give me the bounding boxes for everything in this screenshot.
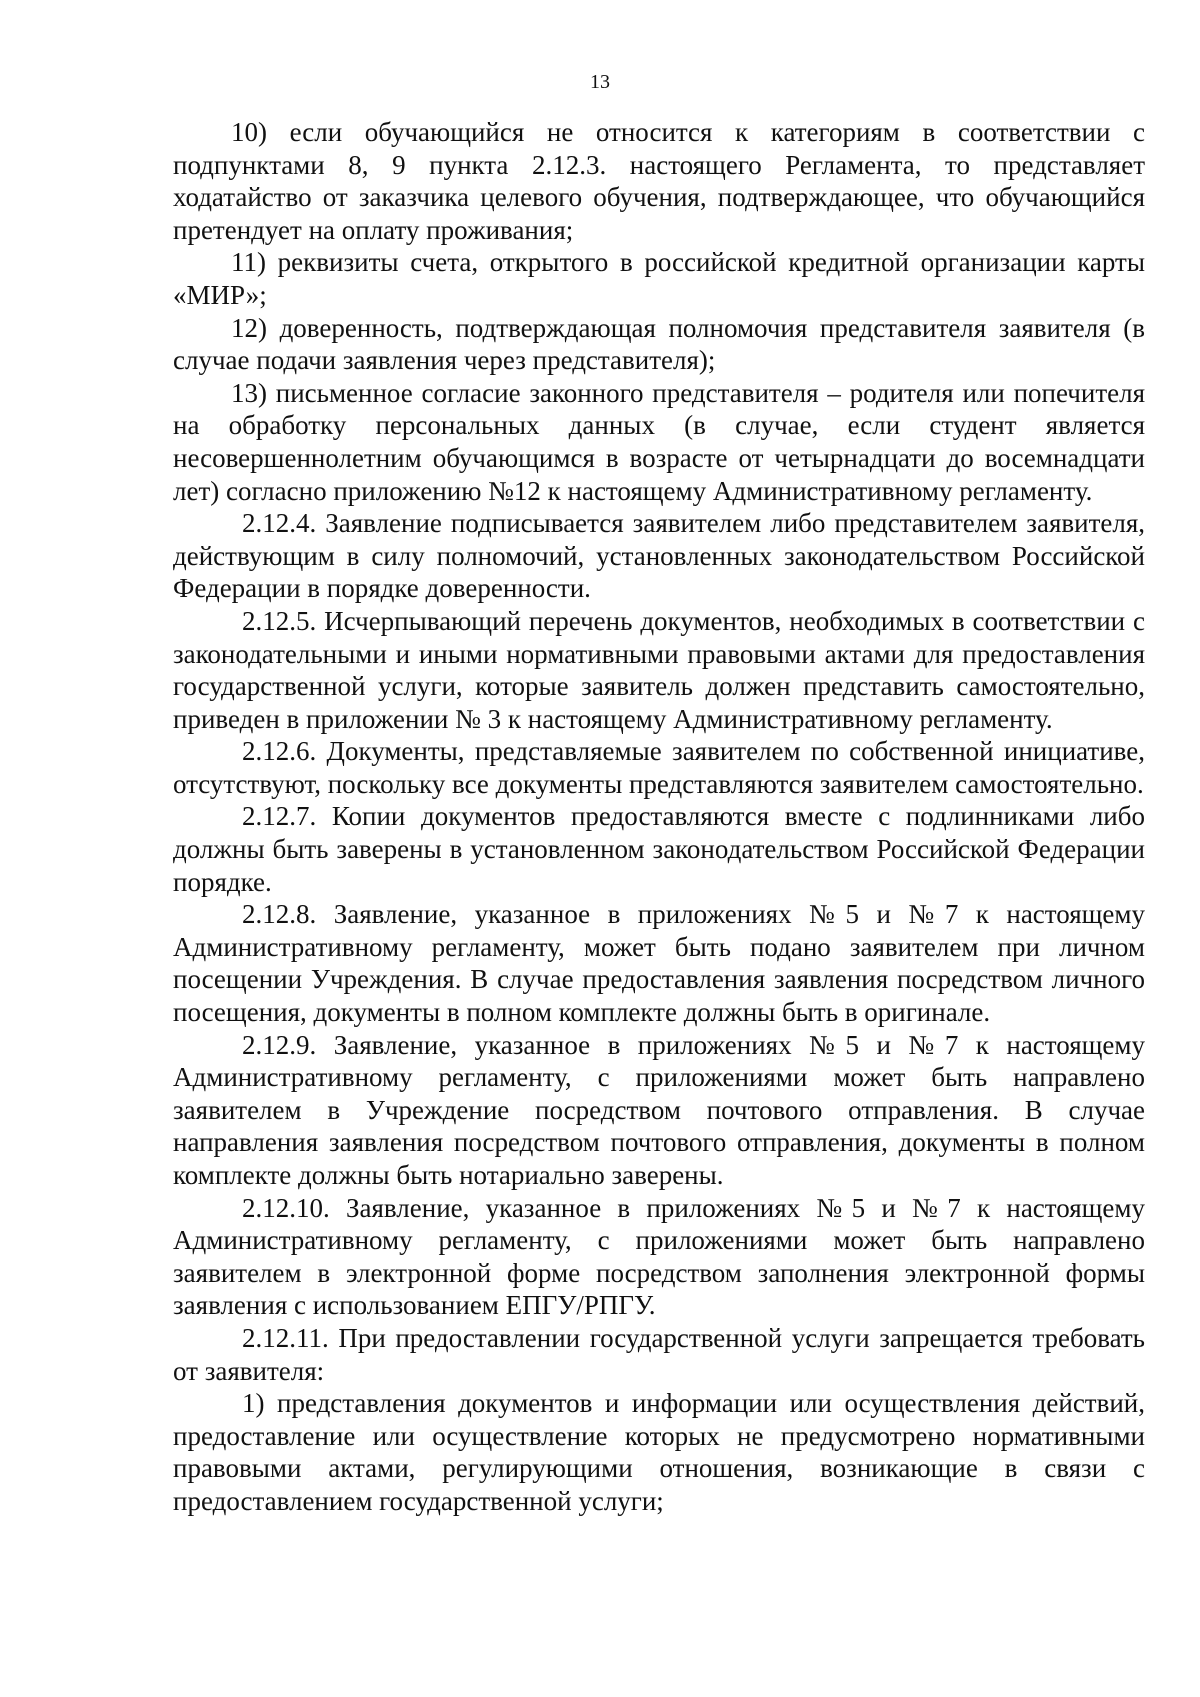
document-body (173, 116, 1145, 1518)
list-item-11: 11) реквизиты счета, открытого в российской кредитной организации карты «МИР»; (173, 247, 1145, 310)
clause-2-12-11: 2.12.11. При предоставлении государственной услуги запрещается требовать от заявителя: (173, 1322, 1145, 1386)
clause-2-12-6: 2.12.6. Документы, представляемые заявителем по собственной инициативе, отсутствуют, поскольку все документы представляются заявителем самостоятельно. (173, 736, 1145, 799)
clause-2-12-10: 2.12.10. Заявление, указанное в приложениях №5 и №7 к настоящему Административному регламенту, с приложениями может быть направлено заявителем в электронной форме посредством заполнения электронной формы заявления с использованием ЕПГУ/РПГУ. (173, 1192, 1145, 1321)
clause-2-12-7: 2.12.7. Копии документов предоставляются вместе с подлинниками либо должны быть заверены в установленном законодательством Российской Федерации порядке. (173, 801, 1145, 897)
list-item-10: 10) если обучающийся не относится к категориям в соответствии с подпунктами 8, 9 пункта 2.12.3. настоящего Регламента, то представляет ходатайство от заказчика целевого обучения, подтверждающее, что обучающийся претендует на оплату проживания; (173, 117, 1145, 245)
list-item-13: 13) письменное согласие законного представителя – родителя или попечителя на обработку персональных данных (в случае, если студент является несовершеннолетним обучающимся в возрасте от четырнадцати до восемнадцати лет) согласно приложению №12 к настоящему Административному регламенту. (173, 377, 1145, 506)
clause-2-12-9: 2.12.9. Заявление, указанное в приложениях №5 и №7 к настоящему Административному регламенту, с приложениями может быть направлено заявителем в Учреждение посредством почтового отправления. В случае направления заявления посредством почтового отправления, документы в полном комплекте должны быть нотариально заверены. (173, 1029, 1145, 1190)
clause-2-12-11-list-item-1: 1) представления документов и информации или осуществления действий, предоставление или осуществление которых не предусмотрено нормативными правовыми актами, регулирующими отношения, возникающие в связи с предоставлением государственной услуги; (173, 1388, 1145, 1516)
clause-2-12-5: 2.12.5. Исчерпывающий перечень документов, необходимых в соответствии с законодательными и иными нормативными правовыми актами для предоставления государственной услуги, которые заявитель должен представить самостоятельно, приведен в приложении № 3 к настоящему Административному регламенту. (173, 605, 1145, 734)
clause-2-12-4: 2.12.4. Заявление подписывается заявителем либо представителем заявителя, действующим в силу полномочий, установленных законодательством Российской Федерации в порядке доверенности. (173, 508, 1145, 604)
list-item-12: 12) доверенность, подтверждающая полномочия представителя заявителя (в случае подачи заявления через представителя); (173, 312, 1145, 376)
clause-2-12-8: 2.12.8. Заявление, указанное в приложениях №5 и №7 к настоящему Административному регламенту, может быть подано заявителем при личном посещении Учреждения. В случае предоставления заявления посредством личного посещения, документы в полном комплекте должны быть в оригинале. (173, 899, 1145, 1028)
page-number: 13 (590, 71, 610, 93)
